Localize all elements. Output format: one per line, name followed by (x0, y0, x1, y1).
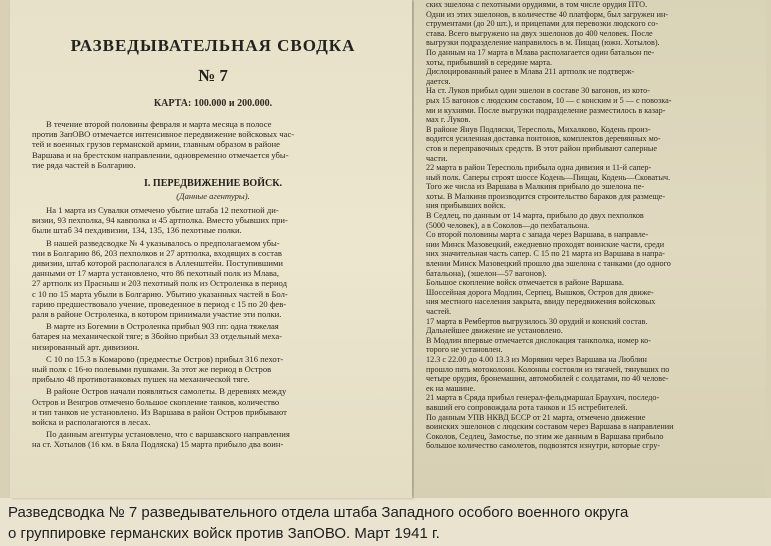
right-column-line: По данным УПВ НКВД БССР от 21 марта, отмечено движение (426, 412, 646, 422)
right-column-line: стов и переправочных средств. В этот район прибывают саперные (426, 143, 657, 153)
body-line: В районе Остров начали появляться самолеты. В деревнях между (46, 386, 287, 397)
right-column-line: батальона), (эшелон—57 вагонов). (426, 268, 547, 278)
section-heading: I. ПЕРЕДВИЖЕНИЕ ВОЙСК. (144, 178, 282, 190)
right-column-line: выгрузки подразделение направилось в м. Пищац (южн. Хотылов). (426, 38, 660, 48)
body-paragraph (32, 321, 394, 352)
body-paragraph (32, 386, 394, 427)
right-column-line: 22 марта в район Тересполь прибыла одна дивизия и 11-й сапер- (426, 163, 652, 173)
body-line: ный полк с 16-ю полевыми пушками. За этот же период в Остров (32, 364, 272, 375)
body-paragraph (32, 238, 394, 320)
right-column-line: них значительная часть сапер. С 15 по 21 марта из Варшава в напра- (426, 249, 665, 259)
body-line: гарию предшествовало учение, проведенное в период с 15 по 20 фев- (32, 298, 287, 309)
body-line: В марте из Богемии в Остроленка прибыл 903 пп: одна тяжелая (46, 321, 279, 332)
right-column-line: четыре орудия, бронемашин, автомобилей с солдатами, по 40 челове- (426, 374, 669, 384)
body-line: С 10 по 15.3 в Комарово (предместье Остров) прибыл 316 пехот- (46, 353, 284, 364)
right-column-line: части. (426, 153, 448, 163)
body-line: раля в районе Остроленка, в котором принимали участие эти полки. (32, 309, 282, 320)
right-column-line: Того же числа из Варшава в Малкиня прибыло до эшелона пе- (426, 182, 645, 192)
caption-line: о группировке германских войск против ЗапОВО. Март 1941 г. (8, 525, 440, 542)
right-column-line: мах г. Луков. (426, 115, 471, 125)
right-column-line: В Модлин впервые отмечается дислокация танкполка, номер ко- (426, 335, 651, 345)
right-column-line: 21 марта в Сряда прибыл генерал-фельдмаршал Браухич, последо- (426, 393, 660, 403)
intro-line: Варшава и на брестском направлении, одновременно отмечается убы- (32, 149, 289, 160)
right-column-line: струментами (до 20 шт.), и прицепами для перевозки людского со- (426, 19, 659, 29)
right-column-line: рых 15 вагонов с людским составом, 10 — с конским и 5 — с повозка- (426, 95, 672, 105)
right-column-line: хоты. В Малкиня производится строительство бараков для размеще- (426, 191, 666, 201)
body-line: тии в Болгарию 86, 203 пехполков и 27 артполка, входящих в состав (32, 247, 282, 258)
right-column-line: Дальнейшее движение не установлено. (426, 326, 563, 336)
body-line: дивизии, штаб которой располагался в Алленштейн. Поступившими (32, 258, 284, 269)
body-line: визии, 93 пехполка, 94 кавполка и 45 артполка. Вместо убывших при- (32, 215, 288, 226)
section-subheading: (Данные агентуры). (176, 191, 250, 202)
intro-line: тие ряда частей в Болгарию. (32, 159, 136, 170)
right-column-line: Большое скопление войск отмечается в районе Варшава. (426, 278, 624, 288)
body-line: с 10 по 15 марта убыли в Болгарию. Убытию указанных частей в Бол- (32, 288, 288, 299)
body-line: 27 артполк из Прасныш и 203 пехотный полк из Остроленка в период (32, 278, 287, 289)
body-line: В нашей разведсводке № 4 указывалось о предполагаемом убы- (46, 237, 280, 248)
body-line: войска и располагаются в лесах. (32, 417, 151, 428)
right-column-line: ми и кухнями. После выгрузки подразделение разместилось в казар- (426, 105, 666, 115)
document-map-scale: КАРТА: 100.000 и 200.000. (153, 98, 273, 109)
right-column-line: Со второй половины марта с запада через Варшава, в направле- (426, 230, 649, 240)
right-column-line: большое количество самолетов, подвозятся изнутри, которые сгру- (426, 441, 661, 451)
right-column-line: влении Минск Мазовецкий прошло два эшелона с танками (до одного (426, 259, 671, 269)
document-title: РАЗВЕДЫВАТЕЛЬНАЯ СВОДКА (70, 36, 356, 55)
body-paragraph (32, 429, 394, 449)
right-column-line: ный полк. Саперы строят шоссе Кодень—Пищац, Кодень—Сковатыч. (426, 172, 671, 182)
right-column-line: прошло пять мотоколонн. Колонны состояли из тягачей, тянувших по (426, 364, 670, 374)
body-line: на ст. Хотылов (16 км. в Бяла Подляска) 15 марта прибыло два воин- (32, 439, 284, 450)
right-column-line: дается. (426, 76, 451, 86)
right-column-line: ек на машине. (426, 383, 476, 393)
body-line: низированный арт. дивизион. (32, 341, 140, 352)
right-column-line: хоты, прибывший в середине марта. (426, 57, 553, 67)
right-column-line: В Седлец, по данным от 14 марта, прибыло до двух пехполков (426, 211, 644, 221)
right-column-line: Одни из этих эшелонов, в количестве 40 платформ, был загружен ин- (426, 9, 669, 19)
body-line: батарея на механической тяге; в Збойно прибыл 33 отдельный меха- (32, 331, 283, 342)
body-line: данными от 17 марта установлено, что 86 пехотный полк из Млава, (32, 268, 279, 279)
body-paragraph (32, 205, 394, 236)
right-column-line: вавший его сопровождала рота танков и 15 истребителей. (426, 402, 628, 412)
right-column-line: Соколов, Седлец, Замостье, по этим же данным в Варшава прибыло (426, 431, 664, 441)
right-column-line: Шоссейная дорога Модлин, Серпец, Вышков, Остров для движе- (426, 287, 654, 297)
document-page-right (414, 0, 766, 498)
caption-line: Разведсводка № 7 разведывательного отдела штаба Западного особого военного округа (8, 504, 629, 521)
intro-paragraph (32, 119, 394, 170)
right-column-line: водится усиленная доставка понтонов, комплектов деревянных мо- (426, 134, 661, 144)
body-line: На 1 марта из Сувалки отмечено убытие штаба 12 пехотной ди- (46, 205, 279, 216)
body-line: Остров и Венгров отмечено большое скопление танков, количество (32, 396, 280, 407)
body-line: прибыло 48 противотанковых пушек на механической тяге. (32, 374, 250, 385)
right-column-line: На ст. Луков прибыл один эшелон в составе 30 вагонов, из кото- (426, 86, 650, 96)
right-column-line: По данным на 17 марта в Млава располагается один батальон пе- (426, 47, 655, 57)
right-column-line: Дислоцированный ранее в Млава 211 артполк не подтверж- (426, 67, 635, 77)
body-line: были штаб 34 пехдивизии, 134, 135, 136 пехотные полки. (32, 225, 242, 236)
intro-line: против ЗапОВО отмечается интенсивное передвижение войсковых час- (32, 129, 295, 140)
right-column-line: частей. (426, 307, 452, 316)
right-column-line: 17 марта в Рембертов выгрузилось 30 орудий и конский состав. (426, 316, 648, 326)
body-paragraph (32, 354, 394, 385)
right-column-line: (5000 человек), а в Соколов—до пехбатальона. (426, 220, 590, 230)
document-page-left (10, 0, 412, 498)
right-column-line: нии Минск Мазовецкий, ежедневно проходят воинские части, среди (426, 239, 665, 249)
document-number: № 7 (198, 66, 228, 85)
right-column-line: ния местного населения закрыта, ввиду передвижения войсковых (426, 297, 656, 307)
intro-line: В течение второй половины февраля и марта месяца в полосе (46, 119, 272, 129)
right-column-line: торого не установлен. (426, 345, 503, 355)
right-column-line: ских эшелона с пехотными орудиями, в том числе орудия ПТО. (426, 0, 648, 9)
intro-line: тей и военных грузов германской армии, главным образом в районе (32, 139, 280, 150)
right-column-line: ния прибывших войск. (426, 201, 506, 211)
right-column-line: 12.3 с 22.00 до 4.00 13.3 из Морявин через Варшава на Люблин (426, 354, 647, 364)
photo-caption (8, 502, 768, 544)
body-line: и тип танков не установлено. Из Варшава в район Остров прибывают (32, 406, 287, 417)
right-column-line: В районе Янув Подляски, Тересполь, Михалково, Кодень произ- (426, 124, 651, 134)
right-column-line: воинских эшелонов с людским составом через Варшава в направлении (426, 422, 674, 432)
body-line: По данным агентуры установлено, что с варшавского направления (46, 429, 290, 440)
right-column-text (426, 0, 756, 451)
right-column-line: става. Всего выгружено на двух эшелонов до 400 человек. После (426, 28, 653, 38)
